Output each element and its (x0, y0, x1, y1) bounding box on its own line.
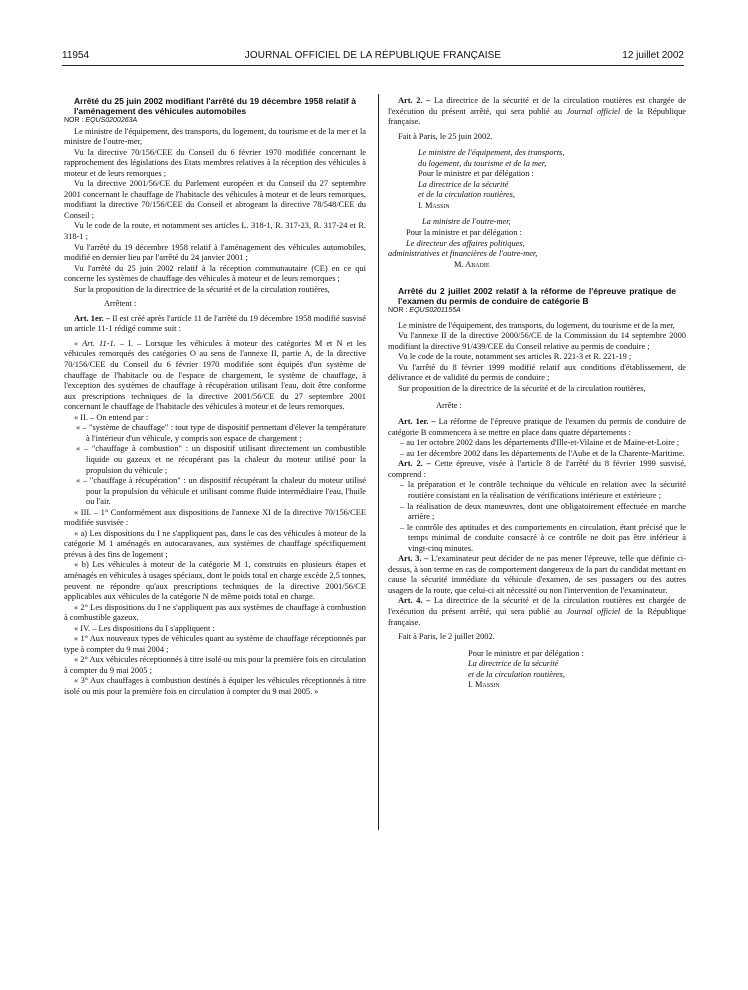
arrete2-art4 (388, 596, 686, 628)
art1-text: La réforme de l'épreuve pratique de l'examen du permis de conduire de catégorie B commencera à se mettre en place dans quatre départements : (388, 417, 686, 437)
section-iv-3: « 3° Aux chauffages à combustion destinés à équiper les véhicules réceptionnés à titre isolé ou mis pour la première fois en circulation à compter du 9 mai 2005. » (64, 676, 366, 696)
arrete1-art2 (388, 96, 686, 128)
sig3-l3: et de la circulation routières, (468, 669, 565, 679)
section-iv-head: « IV. – Les dispositions du I s'appliquent : (74, 623, 215, 633)
sig3-l1: Pour le ministre et par délégation : (468, 648, 584, 658)
art4-text: La directrice de la sécurité et de la circulation routières est chargée de l'exécution du présent arrêté, qui sera publié au (388, 596, 687, 616)
arrete2-art1 (388, 417, 686, 438)
nor-label: NOR : (388, 307, 408, 315)
arrete2-p5: Sur proposition de la directrice de la sécurité et de la circulation routières, (398, 384, 646, 394)
arrete2-p4: Vu l'arrêté du 8 février 1999 modifié relatif aux conditions d'établissement, de délivrance et de validité du permis de conduire ; (388, 362, 686, 383)
art2-item-3: – le contrôle des aptitudes et des comportements en circulation, étant précisé que le temps minimal de conduite consacré à ce contrôle ne doit pas être inférieur à vingt-cinq minutes. (400, 522, 686, 553)
sig3-l2: La directrice de la sécurité (468, 659, 559, 669)
art2-text: Cette épreuve, visée à l'article 8 de l'arrêté du 8 février 1999 susvisé, comprend : (388, 459, 687, 479)
sig2-l4: administratives et financières de l'outre-mer, (388, 249, 538, 259)
arrete2-p2: Vu l'annexe II de la directive 2000/56/CE de la Commission du 14 septembre 2000 modifiant la directive 91/439/CEE du Conseil relative au permis de conduire ; (388, 331, 686, 351)
sig3-name: I. Massin (468, 680, 500, 690)
sig2-l1: La ministre de l'outre-mer, (422, 217, 511, 227)
art1-item-1: – au 1er octobre 2002 dans les départements d'Ille-et-Vilaine et de Maine-et-Loire ; (400, 438, 680, 448)
section-ii-head: « II. – On entend par : (74, 412, 149, 422)
art1-label: Art. 1er. – (398, 417, 436, 427)
column-divider (378, 94, 379, 830)
section-iii: « III. – 1° Conformément aux dispositions de l'annexe XI de la directive 70/156/CEE modifiée susvisée : (64, 507, 366, 528)
sig1-name: I. Massin (418, 200, 450, 210)
art4-end: de la République française. (388, 606, 687, 627)
art11-1-label: « Art. 11-1. – (74, 338, 125, 348)
sig1-l1: Le ministre de l'équipement, des transports, (418, 148, 565, 158)
art3-text: L'examinateur peut décider de ne pas mener l'épreuve, telle que définie ci-dessus, à son terme en cas de comportement dangereux de la part du candidat mettant en cause la sécurité immédiate du véhicule d'examen, de ses passagers ou des autres usagers de la route, que celui-ci ait nécessité ou non l'intervention de l'examinateur. (388, 554, 687, 595)
art11-1-text: I. – Lorsque les véhicules à moteur des catégories M et N et les véhicules remorqués des catégories O au sens de l'annexe II, partie A, de la directive 70/156/CEE du Conseil du 6 février 1970 modifiée sont équipés d'un système de chauffage de l'habitacle ou de l'espace de chargement, le système de chauffage, à l'exception des systèmes de chauffage à récupération utilisant l'eau, doit être conforme aux prescriptions techniques de la directive 2001/56/CE du 27 septembre 2001 concernant le chauffage de l'habitacle des véhicules à moteur et de leurs remorques. (64, 338, 367, 412)
art1-text: Il est créé après l'article 11 de l'arrêté du 19 décembre 1958 modifié susvisé un article 11-1 rédigé comme suit : (64, 313, 367, 334)
art2-item-2: – la réalisation de deux manœuvres, dont une obligatoirement effectuée en marche arrière ; (400, 501, 686, 522)
page-header (62, 50, 684, 64)
arrete2-nor (388, 306, 686, 317)
sig1-l4: La directrice de la sécurité (418, 179, 509, 189)
art2-label: Art. 2. – (398, 459, 431, 469)
header-rule (62, 65, 684, 66)
arrete1-p3: Vu la directive 2001/56/CE du Parlement européen et du Conseil du 27 septembre 2001 concernant le chauffage de l'habitacle des véhicules à moteur et de leurs remorques, modifiant la directive 70/156/CEE du Conseil et abrogeant la directive 78/548/CEE du Conseil ; (64, 179, 366, 220)
arrete1-title: Arrêté du 25 juin 2002 modifiant l'arrêté du 19 décembre 1958 relatif à l'aménagement des véhicules automobiles (74, 96, 356, 116)
journal-officiel-ref: Journal officiel (566, 106, 621, 116)
sig2-l3: Le directeur des affaires politiques, (406, 238, 525, 248)
arrete1-p5: Vu l'arrêté du 19 décembre 1958 relatif à l'aménagement des véhicules automobiles, modifié en dernier lieu par l'arrêté du 24 janvier 2001 ; (64, 242, 366, 263)
journal-officiel-ref: Journal officiel (566, 606, 621, 616)
arrete1-p6: Vu l'arrêté du 25 juin 2002 relatif à la réception communautaire (CE) en ce qui concerne les systèmes de chauffage des véhicules à moteur et de leurs remorques ; (64, 263, 366, 284)
section-iii-2: « 2° Les dispositions du I ne s'appliquent pas aux systèmes de chauffage à combustion à combustible gazeux. (64, 602, 366, 623)
arrete1-p4: Vu le code de la route, et notamment ses articles L. 318-1, R. 317-23, R. 317-24 et R. 318-1 ; (64, 221, 366, 242)
issue-date: 12 juillet 2002 (622, 50, 684, 61)
arretent: Arrêtent : (104, 299, 137, 309)
art1-item-2: – au 1er décembre 2002 dans les départements de l'Aube et de la Charente-Maritime. (400, 448, 685, 458)
arrete: Arrête : (436, 400, 462, 410)
arrete2-title: Arrêté du 2 juillet 2002 relatif à la réforme de l'épreuve pratique de l'examen du permis de conduire de catégorie B (398, 286, 676, 307)
sig2-name: M. Abadie (454, 259, 490, 269)
left-column (64, 96, 366, 698)
nor-label: NOR : (64, 117, 84, 124)
sig1-l5: et de la circulation routières, (418, 190, 515, 200)
art3-label: Art. 3. – (398, 554, 429, 564)
sig1-l3: Pour le ministre et par délégation : (418, 169, 534, 179)
nor-code: EQUS0200263A (85, 117, 138, 124)
arrete1-p1: Le ministre de l'équipement, des transports, du logement, du tourisme et de la mer et la ministre de l'outre-mer, (64, 126, 366, 147)
art2-item-1: – la préparation et le contrôle technique du véhicule en relation avec la sécurité routière consistant en la réalisation de vérifications intérieure et extérieure ; (400, 480, 686, 500)
journal-title: JOURNAL OFFICIEL DE LA RÉPUBLIQUE FRANÇAISE (244, 50, 502, 61)
arrete2-p1: Le ministre de l'équipement, des transports, du logement, du tourisme et de la mer, (398, 320, 675, 330)
art4-label: Art. 4. – (398, 596, 431, 606)
arrete1-p7: Sur la proposition de la directrice de la sécurité et de la circulation routières, (74, 284, 330, 294)
nor-code: EQUS0201155A (409, 307, 461, 315)
section-iv-1: « 1° Aux nouveaux types de véhicules quant au système de chauffage réceptionnés par type à compter du 9 mai 2004 ; (64, 634, 366, 654)
section-iii-b: « b) Les véhicules à moteur de la catégorie M 1, construits en plusieurs étapes et aménagés en véhicules à usages spéciaux, dont le poids total en charge excède 2,5 tonnes, peuvent ne répondre qu'aux prescriptions techniques de la directive 2001/56/CE applicables aux véhicules de la catégorie N de même poids total en charge. (64, 560, 366, 602)
right-column (388, 96, 686, 691)
def-recuperation: « – "chauffage à récupération" : un dispositif récupérant la chaleur du moteur utilisé pour la propulsion du véhicule et utilisant comme fluide intermédiaire l'eau, l'huile ou l'air. (76, 476, 366, 507)
section-iii-a: « a) Les dispositions du I ne s'appliquent pas, dans le cas des véhicules à moteur de la catégorie M 1 aménagés en autocaravanes, aux systèmes de chauffage spécifiquement prévus à des fins de logement ; (64, 528, 366, 559)
arrete1-fait: Fait à Paris, le 25 juin 2002. (398, 131, 493, 141)
page-number: 11954 (62, 50, 90, 61)
arrete1-p2: Vu la directive 70/156/CEE du Conseil du 6 février 1970 modifiée concernant le rapprochement des législations des Etats membres relatives à la réception des véhicules à moteur et de leurs remorques ; (64, 147, 366, 178)
art2-end: de la République française. (388, 106, 687, 127)
art11-1 (64, 339, 366, 413)
def-combustion: « – "chauffage à combustion" : un dispositif utilisant directement un combustible liquide ou gazeux et ne récupérant pas la chaleur du moteur utilisé pour la propulsion du véhicule ; (76, 444, 366, 475)
arrete1-art1 (64, 314, 366, 335)
arrete2-p3: Vu le code de la route, notamment ses articles R. 221-3 et R. 221-19 ; (398, 352, 632, 362)
art2-text: La directrice de la sécurité et de la circulation routières est chargée de l'exécution du présent arrêté, qui sera publié au (388, 96, 687, 116)
art1-label: Art. 1er. – (74, 313, 111, 323)
sig1-l2: du logement, du tourisme et de la mer, (418, 158, 547, 168)
def-systeme: « – "système de chauffage" : tout type de dispositif permettant d'élever la température à l'intérieur d'un véhicule, y compris son espace de chargement ; (76, 423, 366, 443)
arrete2-art3 (388, 554, 686, 596)
section-iv-2: « 2° Aux véhicules réceptionnés à titre isolé ou mis pour la première fois en circulation à compter du 9 mai 2005 ; (64, 655, 366, 675)
art2-label: Art. 2. – (398, 96, 431, 105)
sig2-l2: Pour la ministre et par délégation : (406, 228, 522, 238)
arrete1-nor (64, 116, 366, 127)
arrete2-fait: Fait à Paris, le 2 juillet 2002. (398, 632, 495, 642)
arrete2-art2 (388, 459, 686, 480)
